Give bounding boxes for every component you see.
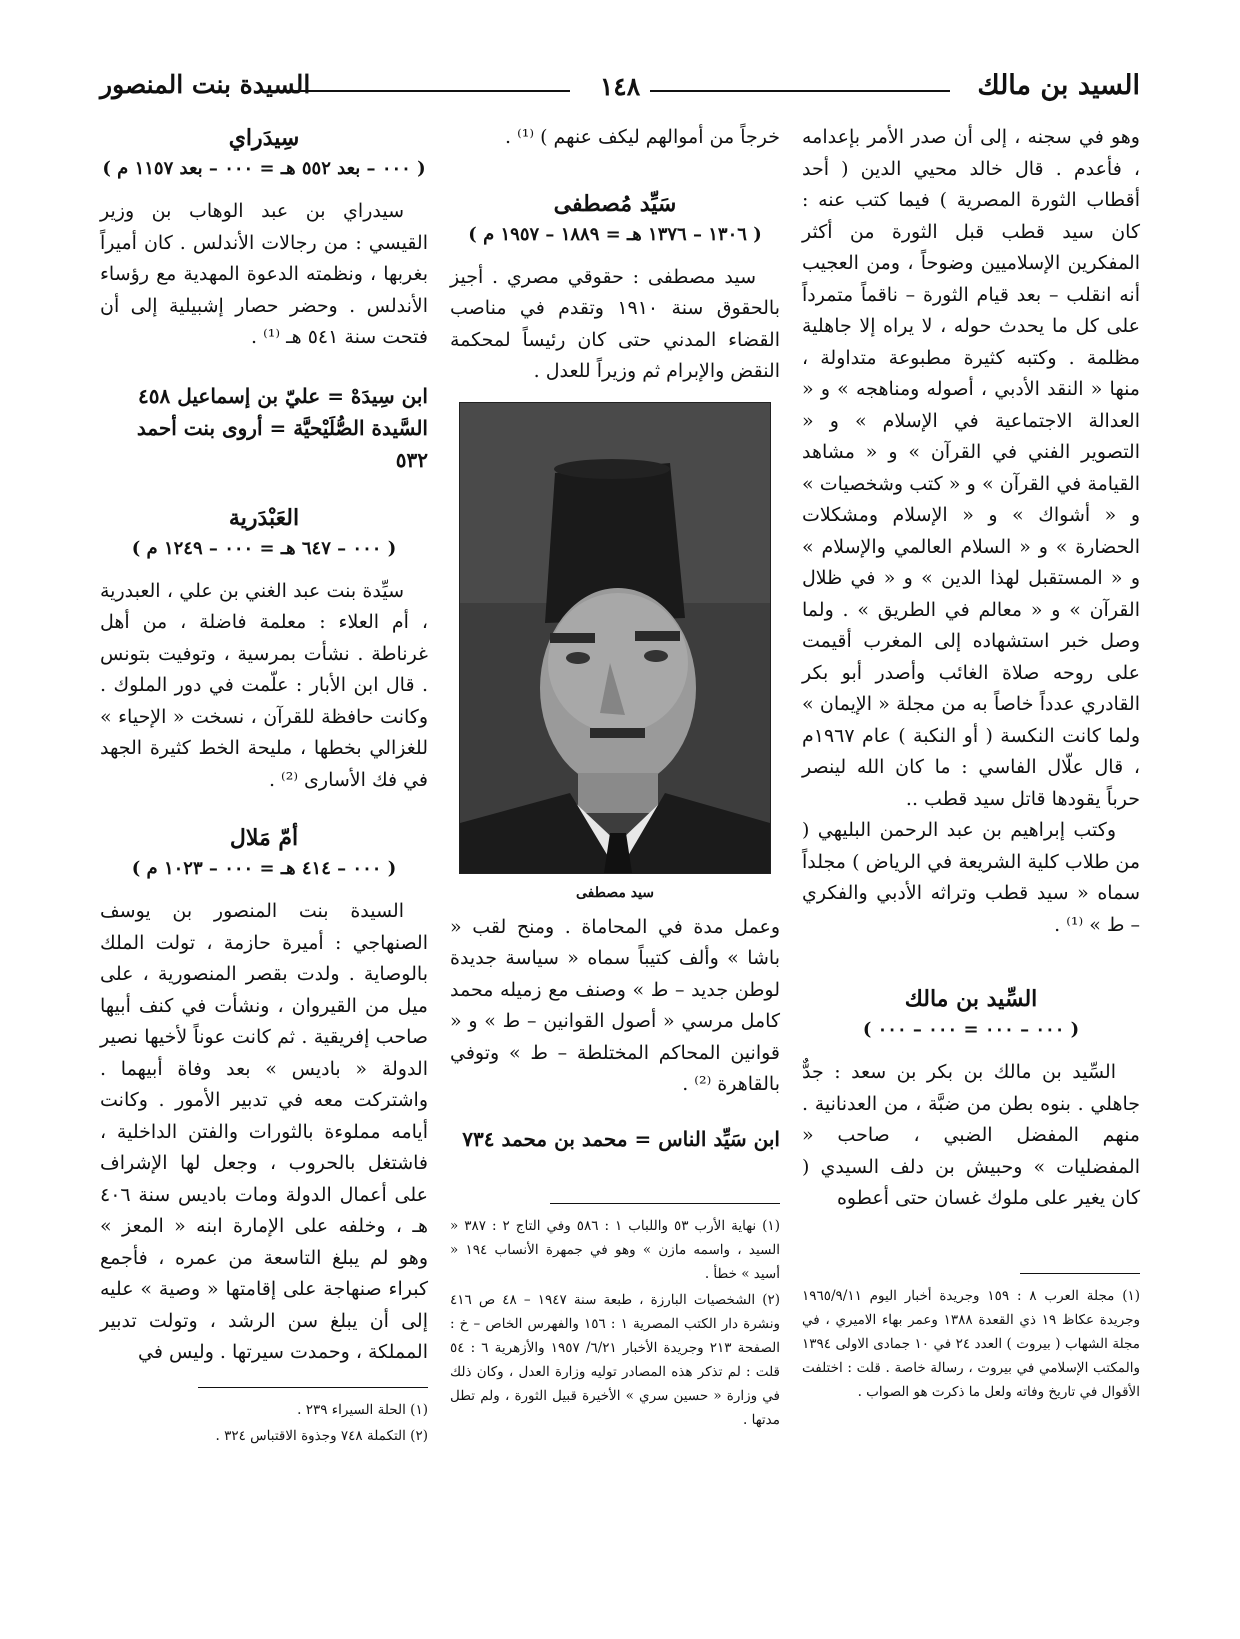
header-rule-right — [650, 90, 950, 92]
entry-text: سيد مصطفى : حقوقي مصري . أجيز بالحقوق سنة ١٩١٠ وتقدم في مناصب القضاء المدني حتى كان رئيساً لمحكمة النقض والإبرام ثم وزيراً للعدل . — [450, 265, 781, 382]
body-paragraph: وهو في سجنه ، إلى أن صدر الأمر بإعدامه ، فأعدم . قال خالد محيي الدين ( أحد أقطاب الثورة المصرية ) فيما كتب عنه : كان سيد قطب قبل الثورة من أكثر المفكرين الإسلاميين وضوحاً ، ومن العجيب أنه انقلب – بعد قيام الثورة – ناقماً متمرداً على كل ما يحدث حوله ، لا يراه إلا جاهلية مظلمة . وكتبه كثيرة مطبوعة متداولة ، منها « النقد الأدبي ، أصوله ومناهجه » و « العدالة الاجتماعية في الإسلام » و « التصوير الفني في القرآن » و « مشاهد القيامة في القرآن » و « كتب وشخصيات » و « أشواك » و « الإسلام ومشكلات الحضارة » و « السلام العالمي والإسلام » و « المستقبل لهذا الدين » و « في ظلال القرآن » و « معالم في الطريق » . ولما وصل خبر استشهاده إلى المغرب أقيمت على روحه صلاة الغائب وأصدر أبو بكر القادري عدداً خاصاً به من مجلة « الإيمان » ولما كانت النكسة ( أو النكبة ) عام ١٩٦٧م ، قال علّال الفاسي : ما كان الله لينصر حرباً يقودها قاتل سيد قطب .. — [802, 126, 1140, 810]
footnotes — [450, 1214, 780, 1432]
column-middle — [450, 122, 780, 1434]
footnote: (١) نهاية الأرب ٥٣ واللباب ١ : ٥٨٦ وفي التاج ٢ : ٣٨٧ « السيد ، واسمه مازن » وهو في جمهرة الأنساب ١٩٤ « أسيد » خطأ . — [450, 1217, 780, 1282]
entry-text: سيدراي بن عبد الوهاب بن وزير القيسي : من رجالات الأندلس . كان أميراً بغربها ، ونظمته الدعوة المهدية مع رؤساء الأندلس . وحضر حصار إشبيلية إلى أن فتحت سنة ٥٤١ هـ ⁽¹⁾ . — [100, 200, 428, 348]
footnote-rule — [550, 1203, 780, 1204]
column-left — [100, 122, 428, 1450]
cross-reference: السَّيدة الصُّلَيْحيَّة = أروى بنت أحمد ٥٣٢ — [136, 415, 428, 472]
footnote: (١) الحلة السيراء ٢٣٩ . — [297, 1401, 428, 1418]
entry-title: السِّيد بن مالك — [904, 986, 1038, 1012]
running-title-right: السيد بن مالك — [977, 70, 1140, 101]
portrait-photo — [459, 402, 771, 874]
entry-title: أمّ مَلال — [229, 825, 299, 851]
column-right — [802, 122, 1140, 1406]
entry-dates: ( ٠٠٠ – بعد ٥٥٢ هـ = ٠٠٠ – بعد ١١٥٧ م ) — [102, 158, 426, 179]
footnote: (١) مجلة العرب ٨ : ١٥٩ وجريدة أخبار اليوم ١٩٦٥/٩/١١ وجريدة عكاظ ١٩ ذي القعدة ١٣٨٨ وعمر بهاء الاميري ، في مجلة الشهاب ( بيروت ) العدد ٢٤ في ١٠ جمادى الاولى ١٣٩٤ والمكتب الإسلامي في بيروت ، رسالة خاصة . قلت : اختلفت الأقوال في تاريخ وفاته ولعل ما ذكرت هو الصواب . — [802, 1287, 1141, 1400]
photo-caption: سيد مصطفى — [575, 884, 655, 901]
entry-dates: ( ٠٠٠ – ٤١٤ هـ = ٠٠٠ – ١٠٢٣ م ) — [131, 858, 397, 879]
body-paragraph: خرجاً من أموالهم ليكف عنهم ) ⁽¹⁾ . — [505, 126, 780, 148]
footnote: (٢) التكملة ٧٤٨ وجذوة الاقتباس ٣٢٤ . — [215, 1427, 428, 1444]
entry-dates: ( ٠٠٠ – ٠٠٠ = ٠٠٠ – ٠٠٠ ) — [862, 1019, 1080, 1040]
entry-title: سَيِّد مُصطفى — [553, 190, 677, 217]
running-title-left: السيدة بنت المنصور — [100, 70, 311, 99]
body-paragraph: وكتب إبراهيم بن عبد الرحمن البليهي ( من طلاب كلية الشريعة في الرياض ) مجلداً سماه « سيد قطب وتراثه الأدبي والفكري – ط » ⁽¹⁾ . — [802, 819, 1140, 936]
page-header — [100, 70, 1140, 110]
entry-dates: ( ٠٠٠ – ٦٤٧ هـ = ٠٠٠ – ١٢٤٩ م ) — [131, 537, 397, 559]
cross-reference: ابن سَيِّد الناس = محمد بن محمد ٧٣٤ — [462, 1126, 780, 1151]
footnotes — [100, 1398, 428, 1448]
footnote-rule — [1020, 1273, 1140, 1274]
page-number: ١٤٨ — [590, 72, 650, 101]
entry-text: السِّيد بن مالك بن بكر بن سعد : جدٌّ جاهلي . بنوه بطن من ضبَّة ، من العدنانية . منهم المفضل الضبي ، صاحب « المفضليات » وحبيش بن دلف السيدي ( كان يغير على ملوك غسان حتى أعطوه — [802, 1061, 1140, 1209]
footnote: (٢) الشخصيات البارزة ، طبعة سنة ١٩٤٧ – ٤٨ ص ٤١٦ ونشرة دار الكتب المصرية ١ : ١٥٦ والفهرس الخاص – خ : الصفحة ٢١٣ وجريدة الأخبار ٦/٢١/ ١٩٥٧ والأزهرية ٦ : ٥٤ قلت : لم تذكر هذه المصادر توليه وزارة العدل ، وكان ذلك في وزارة « حسين سري » الأخيرة قبيل الثورة ، ولم تطل مدتها . — [450, 1291, 781, 1428]
portrait-figure — [460, 403, 770, 873]
footnote-rule — [198, 1387, 428, 1388]
entry-text: وعمل مدة في المحاماة . ومنح لقب « باشا » وألف كتيباً سماه « سياسة جديدة لوطن جديد – ط » وصنف مع زميله محمد كامل مرسي « أصول القوانين – ط » و « قوانين المحاكم المختلطة – ط » وتوفي بالقاهرة ⁽²⁾ . — [450, 915, 780, 1095]
cross-reference: ابن سِيدَهْ = عليّ بن إسماعيل ٤٥٨ — [138, 383, 428, 408]
entry-text: سيِّدة بنت عبد الغني بن علي ، العبدرية ، أم العلاء : معلمة فاضلة ، من أهل غرناطة . نشأت بمرسية ، وتوفيت بتونس . قال ابن الأبار : علّمت في دور الملوك . وكانت حافظة للقرآن ، نسخت « الإحياء » للغزالي بخطها ، مليحة الخط كثيرة الجهد في فك الأسارى ⁽²⁾ . — [100, 579, 428, 791]
entry-title: سِيدَراي — [228, 125, 300, 151]
footnotes — [802, 1284, 1140, 1404]
header-rule-left — [270, 90, 570, 92]
entry-dates: ( ١٣٠٦ – ١٣٧٦ هـ = ١٨٨٩ – ١٩٥٧ م ) — [468, 223, 762, 245]
entry-text: السيدة بنت المنصور بن يوسف الصنهاجي : أميرة حازمة ، تولت الملك بالوصاية . ولدت بقصر المنصورية ، على ميل من القيروان ، ونشأت في كنف أبيها صاحب إفريقية . ثم كانت عوناً لأخيها نصير الدولة « باديس » بعد وفاة أبيهما . واشتركت معه في تدبير الأمور . وكانت أيامه مملوءة بالثورات والفتن الداخلية ، فاشتغل بالحروب ، وجعل لها الإشراف على أعمال الدولة ومات باديس سنة ٤٠٦ هـ ، وخلفه على الإمارة ابنه « المعز » وهو لم يبلغ التاسعة من عمره ، فأجمع كبراء صنهاجة على إقامتها « وصية » عليه إلى أن يبلغ سن الرشد ، وتولت تدبير المملكة ، وحمدت سيرتها . وليس في — [100, 900, 428, 1363]
entry-title: العَبْدَرية — [228, 504, 300, 531]
